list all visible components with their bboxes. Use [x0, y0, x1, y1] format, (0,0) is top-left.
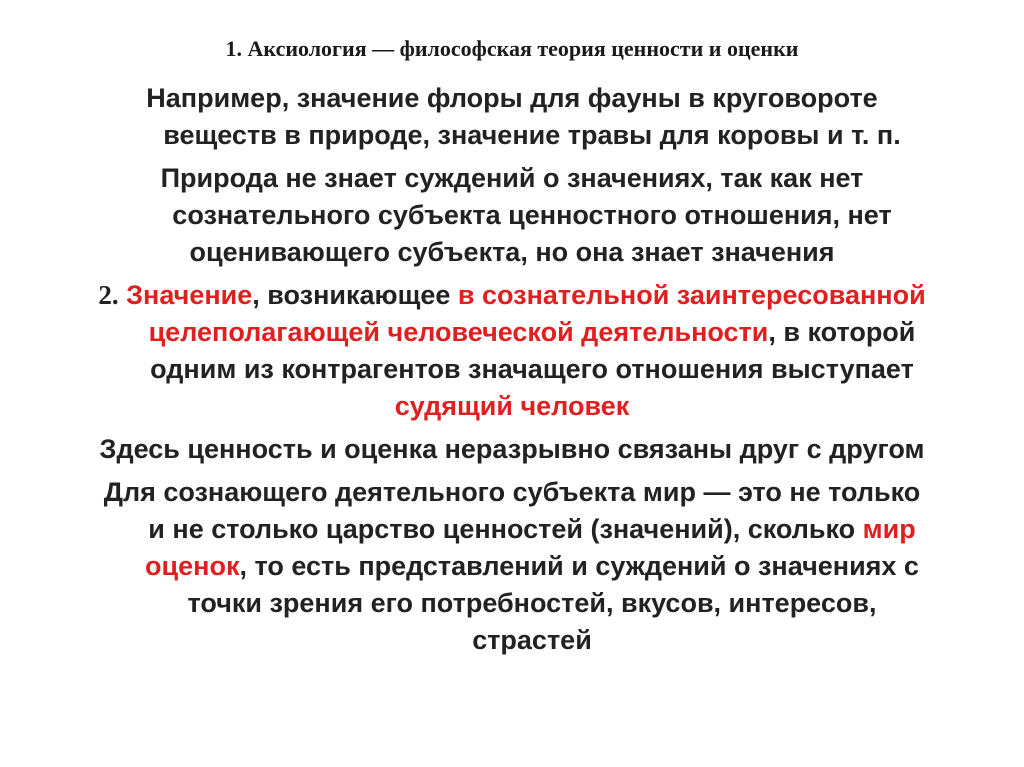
text-line: сознательного субъекта ценностного отношения, нет	[172, 200, 892, 230]
text-fragment: , в которой	[768, 317, 916, 347]
paragraph-world-of-assessments	[40, 474, 984, 659]
text-line: веществ в природе, значение травы для коровы и т. п.	[163, 120, 901, 150]
text-line: точки зрения его потребностей, вкусов, интересов,	[187, 588, 877, 618]
text-line	[40, 314, 984, 351]
text-line: оценивающего субъекта, но она знает значения	[189, 237, 835, 267]
text-fragment: , возникающее	[252, 280, 451, 310]
text-line: Здесь ценность и оценка неразрывно связаны друг с другом	[99, 434, 925, 464]
text-line	[40, 277, 984, 314]
text-line: Для сознающего деятельного субъекта мир — это не только	[103, 477, 921, 507]
slide-title: 1. Аксиология — философская теория ценности и оценки	[225, 36, 799, 61]
term-activity: в сознательной заинтересованной	[457, 280, 926, 310]
term-meaning: Значение	[126, 280, 253, 310]
term-world: мир	[862, 514, 916, 544]
term-activity-cont: целеполагающей человеческой деятельности	[148, 317, 769, 347]
list-number: 2.	[98, 280, 119, 310]
term-judging-person: судящий человек	[394, 391, 630, 421]
paragraph-value-assessment	[40, 431, 984, 468]
text-line: Например, значение флоры для фауны в круговороте	[146, 83, 878, 113]
text-line: одним из контрагентов значащего отношения выступает	[150, 354, 914, 384]
text-fragment: и не столько царство ценностей (значений), сколько	[148, 514, 856, 544]
text-fragment: , то есть представлений и суждений о значениях с	[239, 551, 919, 581]
text-line	[40, 548, 984, 585]
paragraph-point-2	[40, 277, 984, 425]
term-assessments: оценок	[145, 551, 240, 581]
slide-body	[40, 80, 984, 665]
text-line: Природа не знает суждений о значениях, так как нет	[160, 163, 864, 193]
text-line: страстей	[472, 625, 592, 655]
paragraph-nature	[40, 160, 984, 271]
paragraph-example	[40, 80, 984, 154]
text-line	[40, 511, 984, 548]
